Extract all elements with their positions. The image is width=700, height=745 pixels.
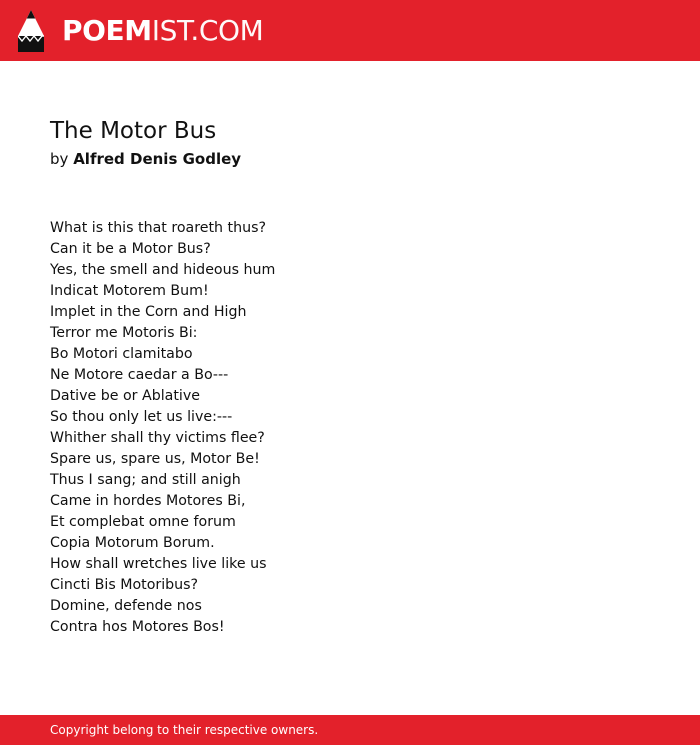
poem-line: Yes, the smell and hideous hum [50,262,276,278]
poem-header [50,115,650,170]
site-header [0,0,700,61]
site-footer [0,715,700,745]
poem-line: Dative be or Ablative [50,388,201,404]
poem-line: Implet in the Corn and High [50,304,247,320]
poem-line: Came in hordes Motores Bi, [50,493,246,509]
poem-line: Copia Motorum Borum. [50,535,215,551]
poem-line: Bo Motori clamitabo [50,346,193,362]
copyright-text: Copyright belong to their respective owners. [50,723,319,737]
byline [50,148,650,170]
poem-line: How shall wretches live like us [50,556,267,572]
poem-text [50,218,650,638]
site-logo-link[interactable] [18,9,263,53]
logo-text-bold: POEM [62,14,152,47]
poem-line: So thou only let us live:--- [50,409,233,425]
poem-line: Terror me Motoris Bi: [50,325,198,341]
poem-line: Contra hos Motores Bos! [50,619,225,635]
poem-line: Indicat Motorem Bum! [50,283,209,299]
pencil-icon [18,10,44,52]
poem-line: Can it be a Motor Bus? [50,241,211,257]
poem-line: Ne Motore caedar a Bo--- [50,367,229,383]
poem-line: Whither shall thy victims flee? [50,430,265,446]
poem-line: What is this that roareth thus? [50,220,267,236]
poem-line: Thus I sang; and still anigh [50,472,241,488]
author-name: Alfred Denis Godley [73,150,242,168]
poem-line: Spare us, spare us, Motor Be! [50,451,260,467]
site-logo-text [62,9,263,53]
poem-line: Domine, defende nos [50,598,202,614]
poem-title: The Motor Bus [50,118,217,144]
logo-text-light: IST.COM [151,14,264,47]
poem-line: Et complebat omne forum [50,514,236,530]
byline-label: by [50,150,69,168]
poem-line: Cincti Bis Motoribus? [50,577,199,593]
